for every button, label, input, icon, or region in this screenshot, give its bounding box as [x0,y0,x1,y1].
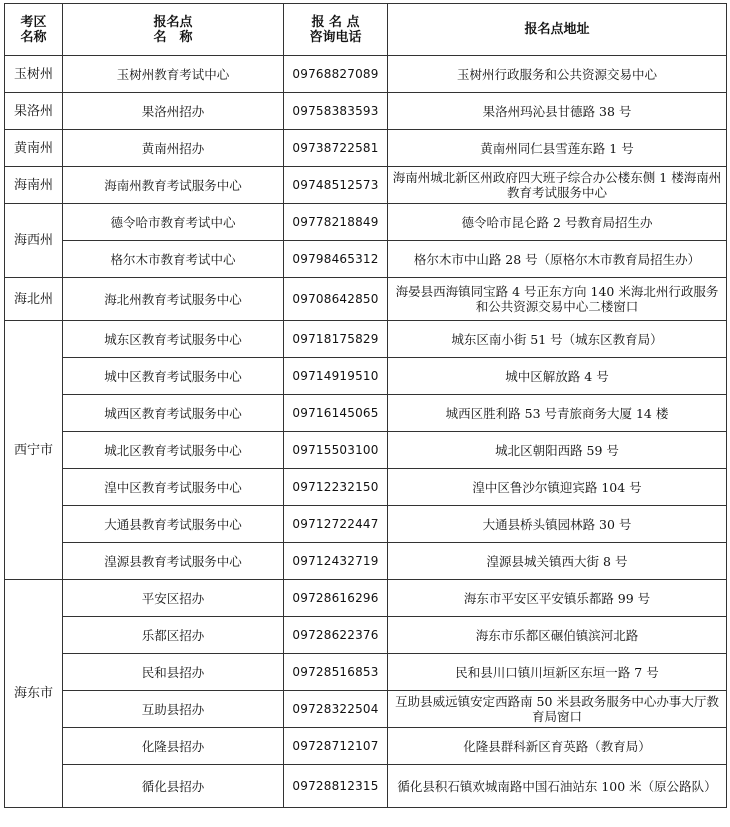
table-row [5,543,727,580]
site-cell: 果洛州招办 [63,93,284,130]
site-cell: 湟源县教育考试服务中心 [63,543,284,580]
address-cell: 化隆县群科新区育英路（教育局） [388,728,727,765]
address-cell: 海南州城北新区州政府四大班子综合办公楼东侧 1 楼海南州教育考试服务中心 [388,167,727,204]
table-row [5,617,727,654]
address-cell: 玉树州行政服务和公共资源交易中心 [388,56,727,93]
header-region-line2: 名称 [20,29,47,45]
table-row [5,56,727,93]
phone-cell: 09758383593 [284,93,388,130]
phone-cell: 09728712107 [284,728,388,765]
address-cell: 城中区解放路 4 号 [388,358,727,395]
region-cell: 海南州 [5,167,63,204]
address-cell: 循化县积石镇欢城南路中国石油站东 100 米（原公路队） [388,765,727,808]
table-row [5,691,727,728]
site-cell: 乐都区招办 [63,617,284,654]
phone-cell: 09708642850 [284,278,388,321]
address-cell: 城东区南小街 51 号（城东区教育局） [388,321,727,358]
phone-cell: 09748512573 [284,167,388,204]
header-site-line1: 报名点 [153,14,193,30]
region-cell: 玉树州 [5,56,63,93]
phone-cell: 09715503100 [284,432,388,469]
header-region-line1: 考区 [20,14,47,30]
table-row [5,358,727,395]
site-cell: 民和县招办 [63,654,284,691]
table-row [5,728,727,765]
table-row [5,278,727,321]
table-row [5,765,727,808]
phone-cell: 09728622376 [284,617,388,654]
phone-cell: 09712232150 [284,469,388,506]
table-row [5,469,727,506]
table-row [5,321,727,358]
site-cell: 黄南州招办 [63,130,284,167]
region-cell: 黄南州 [5,130,63,167]
registration-sites-table [4,3,727,808]
table-body [5,56,727,808]
site-cell: 格尔木市教育考试中心 [63,241,284,278]
header-phone-line1: 报 名 点 [311,14,360,30]
header-site-line2: 名 称 [153,29,193,45]
address-cell: 城西区胜利路 53 号青旅商务大厦 14 楼 [388,395,727,432]
table-row [5,241,727,278]
site-cell: 大通县教育考试服务中心 [63,506,284,543]
site-cell: 化隆县招办 [63,728,284,765]
table-row [5,395,727,432]
phone-cell: 09728616296 [284,580,388,617]
phone-cell: 09778218849 [284,204,388,241]
table-row [5,580,727,617]
header-address: 报名点地址 [388,4,727,56]
site-cell: 湟中区教育考试服务中心 [63,469,284,506]
region-cell: 海西州 [5,204,63,278]
phone-cell: 09712432719 [284,543,388,580]
region-cell: 海东市 [5,580,63,808]
table-row [5,130,727,167]
site-cell: 城北区教育考试服务中心 [63,432,284,469]
phone-cell: 09768827089 [284,56,388,93]
region-cell: 西宁市 [5,321,63,580]
address-cell: 海晏县西海镇同宝路 4 号正东方向 140 米海北州行政服务和公共资源交易中心二楼窗口 [388,278,727,321]
site-cell: 玉树州教育考试中心 [63,56,284,93]
phone-cell: 09712722447 [284,506,388,543]
phone-cell: 09728516853 [284,654,388,691]
table-header-row [5,4,727,56]
address-cell: 黄南州同仁县雪莲东路 1 号 [388,130,727,167]
address-cell: 果洛州玛沁县甘德路 38 号 [388,93,727,130]
table-row [5,204,727,241]
site-cell: 海南州教育考试服务中心 [63,167,284,204]
header-region [5,4,63,56]
phone-cell: 09714919510 [284,358,388,395]
site-cell: 城西区教育考试服务中心 [63,395,284,432]
table-row [5,654,727,691]
address-cell: 海东市乐都区碾伯镇滨河北路 [388,617,727,654]
address-cell: 民和县川口镇川垣新区东垣一路 7 号 [388,654,727,691]
site-cell: 平安区招办 [63,580,284,617]
site-cell: 德令哈市教育考试中心 [63,204,284,241]
region-cell: 海北州 [5,278,63,321]
table-row [5,506,727,543]
header-phone-line2: 咨询电话 [309,29,362,45]
phone-cell: 09716145065 [284,395,388,432]
phone-cell: 09718175829 [284,321,388,358]
table-row [5,93,727,130]
address-cell: 海东市平安区平安镇乐都路 99 号 [388,580,727,617]
site-cell: 城东区教育考试服务中心 [63,321,284,358]
address-cell: 格尔木市中山路 28 号（原格尔木市教育局招生办） [388,241,727,278]
site-cell: 循化县招办 [63,765,284,808]
address-cell: 湟中区鲁沙尔镇迎宾路 104 号 [388,469,727,506]
address-cell: 德令哈市昆仑路 2 号教育局招生办 [388,204,727,241]
phone-cell: 09738722581 [284,130,388,167]
address-cell: 大通县桥头镇园林路 30 号 [388,506,727,543]
table-row [5,167,727,204]
address-cell: 城北区朝阳西路 59 号 [388,432,727,469]
phone-cell: 09798465312 [284,241,388,278]
region-cell: 果洛州 [5,93,63,130]
phone-cell: 09728812315 [284,765,388,808]
table-row [5,432,727,469]
phone-cell: 09728322504 [284,691,388,728]
site-cell: 互助县招办 [63,691,284,728]
site-cell: 城中区教育考试服务中心 [63,358,284,395]
header-site [63,4,284,56]
address-cell: 互助县威远镇安定西路南 50 米县政务服务中心办事大厅教育局窗口 [388,691,727,728]
header-phone [284,4,388,56]
address-cell: 湟源县城关镇西大街 8 号 [388,543,727,580]
site-cell: 海北州教育考试服务中心 [63,278,284,321]
